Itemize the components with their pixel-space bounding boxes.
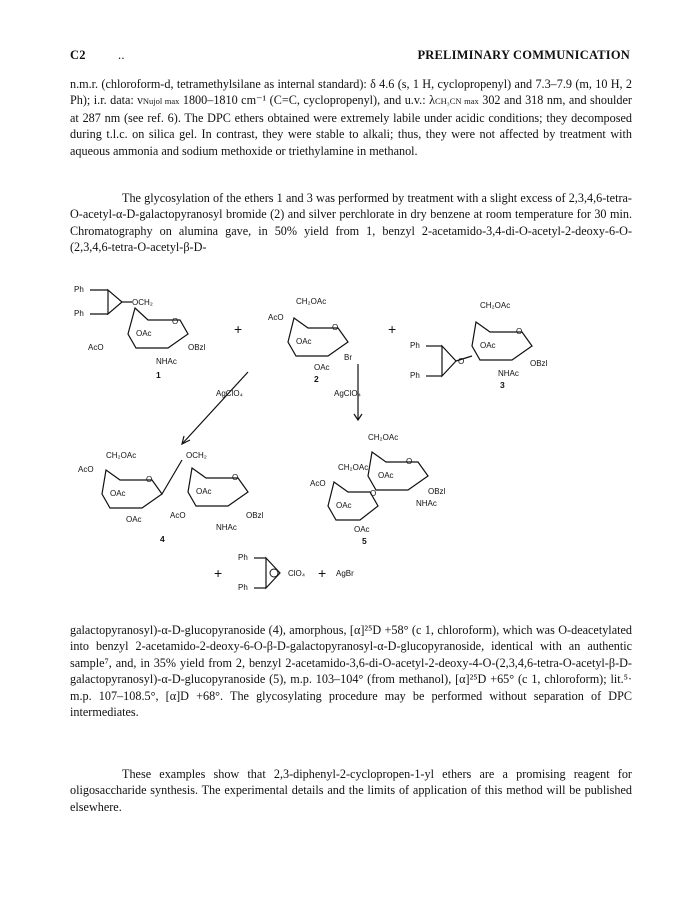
aco-label: AcO bbox=[78, 465, 94, 474]
compound-number: 4 bbox=[160, 534, 165, 544]
compound-1 bbox=[74, 285, 206, 380]
obzl-label: OBzl bbox=[246, 511, 264, 520]
text-run: n.m.r. (chloroform-d, tetramethylsilane as internal standard): δ 4.6 (s, 1 H, cyclopropenyl) and 7.3–7.9 (m, 10 H, 2 Ph); i.r. data: ν bbox=[70, 77, 632, 108]
ph-label: Ph bbox=[74, 285, 84, 294]
ph-label: Ph bbox=[238, 583, 248, 592]
ring-o: O bbox=[232, 473, 239, 482]
ring-o: O bbox=[332, 323, 339, 332]
paragraph-spectral-data bbox=[70, 76, 632, 159]
ch2oac-label: CH₂OAc bbox=[368, 433, 399, 442]
obzl-label: OBzl bbox=[428, 487, 446, 496]
paragraph-text: galactopyranosyl)-α-D-glucopyranoside (4), amorphous, [α]²⁵D +58° (c 1, chloroform), which was O-deacetylated into benzyl 2-acetamido-2-deoxy-6-O-β-D-galactopyranosyl-α-D-glucopyranoside, identical with an authentic sample⁷, and, in 35% yield from 2, benzyl 2-acetamido-3,6-di-O-acetyl-2-deoxy-4-O-(2,3,4,6-tetra-O-acetyl-β-D-galactopyranosyl)-α-D-glucopyranoside (5), m.p. 103–104° (from methanol), [α]²⁵D +65° (c 1, chloroform); lit.⁵· m.p. 107–108.5°, [α]D +68°. The glycosylating procedure may be performed without separation of DPC intermediates. bbox=[70, 623, 632, 720]
ch2oac-label: CH₂OAc bbox=[338, 463, 369, 472]
paragraph-conclusion bbox=[70, 766, 632, 815]
obzl-label: OBzl bbox=[188, 343, 206, 352]
aco-label: AcO bbox=[170, 511, 186, 520]
compound-number: 3 bbox=[500, 380, 505, 390]
aco-label: AcO bbox=[268, 313, 284, 322]
agbr-label: AgBr bbox=[336, 569, 354, 578]
plus-sign: + bbox=[388, 321, 397, 337]
oac-label: OAc bbox=[314, 363, 330, 372]
oac-label: OAc bbox=[480, 341, 496, 350]
running-title: PRELIMINARY COMMUNICATION bbox=[417, 48, 630, 62]
nhac-label: NHAc bbox=[156, 357, 177, 366]
ring-o: O bbox=[146, 475, 153, 484]
plus-sign: + bbox=[318, 565, 327, 581]
oac-label: OAc bbox=[110, 489, 126, 498]
aco-label: AcO bbox=[88, 343, 104, 352]
oac-label: OAc bbox=[196, 487, 212, 496]
och2-label: OCH₂ bbox=[186, 451, 207, 460]
pyranose-ring bbox=[368, 452, 428, 490]
ring-o: O bbox=[516, 327, 523, 336]
compound-5 bbox=[310, 433, 446, 546]
ring-o: O bbox=[172, 317, 179, 326]
ph-label: Ph bbox=[238, 553, 248, 562]
paragraph-products bbox=[70, 622, 632, 720]
compound-3 bbox=[410, 301, 548, 390]
page-number: C2 bbox=[70, 48, 86, 62]
compound-number: 1 bbox=[156, 370, 161, 380]
paragraph-text: The glycosylation of the ethers 1 and 3 was performed by treatment with a slight excess of 2,3,4,6-tetra-O-acetyl-α-D-galactopyranosyl bromide (2) and silver perchlorate in dry benzene at room temperature for 30 min. Chromatography on alumina gave, in 50% yield from 1, benzyl 2-acetamido-3,4-di-O-acetyl-2-deoxy-6-O-(2,3,4,6-tetra-O-acetyl-β-D- bbox=[70, 191, 632, 255]
agclo4-label: AgClO₄ bbox=[334, 389, 361, 398]
compound-2 bbox=[268, 297, 352, 384]
nhac-label: NHAc bbox=[498, 369, 519, 378]
compound-4 bbox=[78, 451, 264, 544]
plus-sign: + bbox=[234, 321, 243, 337]
oac-label: OAc bbox=[126, 515, 142, 524]
ch3cn-sub: CH₃CN max bbox=[434, 96, 479, 107]
ph-label: Ph bbox=[74, 309, 84, 318]
ring-o: O bbox=[406, 457, 413, 466]
header-dash: .. bbox=[118, 48, 125, 62]
ch2oac-label: CH₂OAc bbox=[296, 297, 327, 306]
reaction-arrow bbox=[182, 372, 248, 444]
nujol-sub: Nujol max bbox=[142, 96, 180, 107]
compound-number: 2 bbox=[314, 374, 319, 384]
ch2oac-label: CH₂OAc bbox=[106, 451, 137, 460]
text-run: 1800–1810 cm⁻¹ (C=C, cyclopropenyl), and u.v.: λ bbox=[179, 93, 435, 108]
nhac-label: NHAc bbox=[216, 523, 237, 532]
paragraph-glycosylation bbox=[70, 190, 632, 256]
paragraph-text: These examples show that 2,3-diphenyl-2-cyclopropen-1-yl ethers are a promising reagent for oligosaccharide synthesis. The experimental details and the limits of application of this method will be published elsewhere. bbox=[70, 767, 632, 814]
reaction-scheme bbox=[70, 268, 632, 598]
br-label: Br bbox=[344, 353, 352, 362]
plus-sign: + bbox=[214, 565, 223, 581]
ph-label: Ph bbox=[410, 371, 420, 380]
oac-label: OAc bbox=[136, 329, 152, 338]
ring-o: O bbox=[458, 357, 465, 366]
byproducts bbox=[214, 553, 354, 592]
oac-label: OAc bbox=[336, 501, 352, 510]
oac-label: OAc bbox=[354, 525, 370, 534]
ring-o: O bbox=[370, 489, 377, 498]
och2-label: OCH₂ bbox=[132, 298, 153, 307]
pyranose-ring bbox=[128, 308, 188, 348]
oac-label: OAc bbox=[378, 471, 394, 480]
obzl-label: OBzl bbox=[530, 359, 548, 368]
text-run: 302 and 318 nm, and shoulder at 287 nm (see ref. 6). The DPC ethers obtained were extremely labile under acidic conditions; they decomposed during t.l.c. on silica gel. In contrast, they were stable to alkali; thus, they were not affected by treatment with aqueous ammonia and sodium methoxide or triethylamine in methanol. bbox=[70, 93, 632, 158]
nhac-label: NHAc bbox=[416, 499, 437, 508]
agclo4-label: AgClO₄ bbox=[216, 389, 243, 398]
perchlorate-label: ClO₄ bbox=[288, 569, 306, 578]
ch2oac-label: CH₂OAc bbox=[480, 301, 511, 310]
compound-number: 5 bbox=[362, 536, 367, 546]
oac-label: OAc bbox=[296, 337, 312, 346]
aco-label: AcO bbox=[310, 479, 326, 488]
ph-label: Ph bbox=[410, 341, 420, 350]
